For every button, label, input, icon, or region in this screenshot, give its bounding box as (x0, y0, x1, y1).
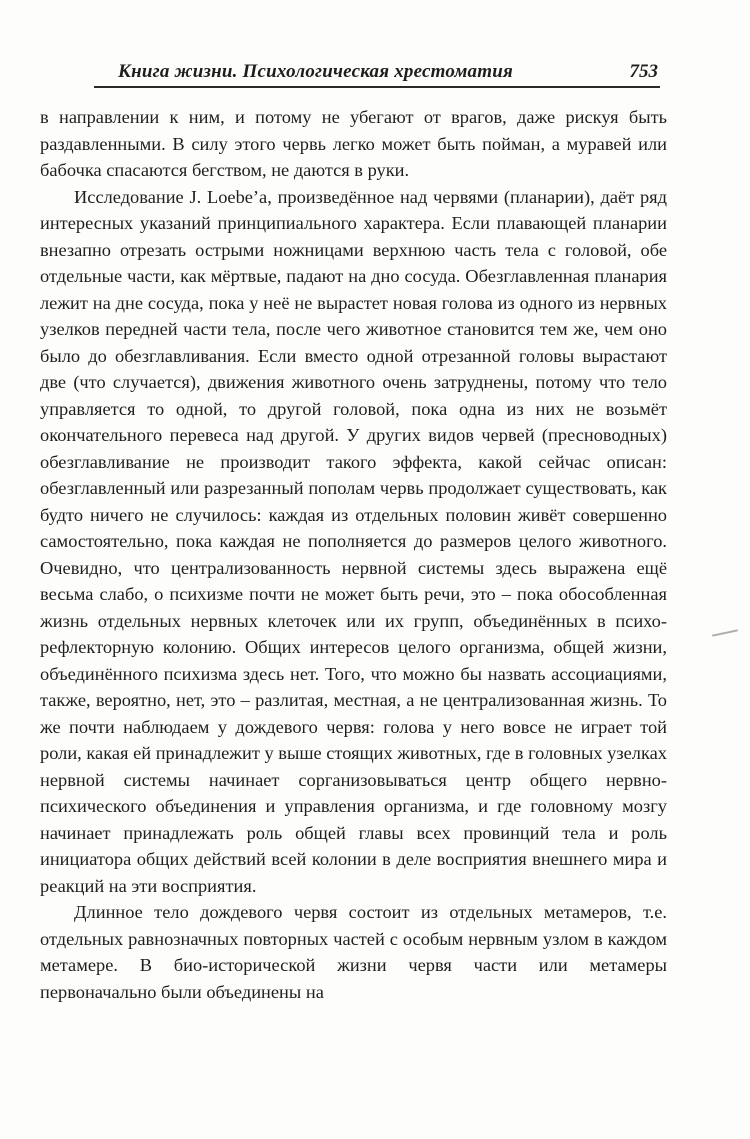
paragraph-3: Длинное тело дождевого червя состоит из отдельных метамеров, т.е. отдельных равнозначных повторных частей с особым нервным узлом в каждом метамере. В био-исторической жизни червя части или метамеры первоначально были объединены на (40, 902, 667, 1002)
margin-pencil-mark (712, 629, 738, 636)
paragraph-2: Исследование J. Loebe’а, произведённое над червями (планарии), даёт ряд интересных указаний принципиального характера. Если плавающей планарии внезапно отрезать острыми ножницами верхнюю часть тела с головой, обе отдельные части, как мёртвые, падают на дно сосуда. Обезглавленная планария лежит на дне сосуда, пока у неё не вырастет новая голова из одного из нервных узелков передней части тела, после чего животное становится тем же, чем оно было до обезглавливания. Если вместо одной отрезанной головы вырастают две (что случается), движения животного очень затруднены, потому что тело управляется то одной, то другой головой, пока одна из них не возьмёт окончательного перевеса над другой. У других видов червей (пресноводных) обезглавливание не производит такого эффекта, какой сейчас описан: обезглавленный или разрезанный пополам червь продолжает существовать, как будто ничего не случилось: каждая из отдельных половин живёт совершенно самостоятельно, пока каждая не пополняется до размеров целого животного. Очевидно, что централизованность нервной системы здесь выражена ещё весьма слабо, о психизме почти не может быть речи, это – пока обособленная жизнь отдельных нервных клеточек или их групп, объединённых в психо-рефлекторную колонию. Общих интересов целого организма, общей жизни, объединённого психизма здесь нет. Того, что можно бы назвать ассоциациями, также, вероятно, нет, это – разлитая, местная, а не централизованная жизнь. То же почти наблюдаем у дождевого червя: голова у него вовсе не играет той роли, какая ей принадлежит у выше стоящих животных, где в головных узелках нервной системы начинает сорганизовываться центр общего нервно-психического объединения и управления организма, и где головному мозгу начинает принадлежать роль общей главы всех провинций тела и роль инициатора общих действий всей колонии в деле восприятия внешнего мира и реакций на эти восприятия. (40, 186, 667, 896)
paragraph-1: в направлении к ним, и потому не убегают от врагов, даже рискуя быть раздавленными. В силу этого червь легко может быть пойман, а муравей или бабочка спасаются бегством, не даются в руки. (40, 107, 667, 180)
running-title: Книга жизни. Психологическая хрестоматия (118, 61, 513, 82)
running-header (94, 56, 660, 88)
page-number: 753 (629, 61, 658, 82)
body-text (40, 104, 667, 1005)
